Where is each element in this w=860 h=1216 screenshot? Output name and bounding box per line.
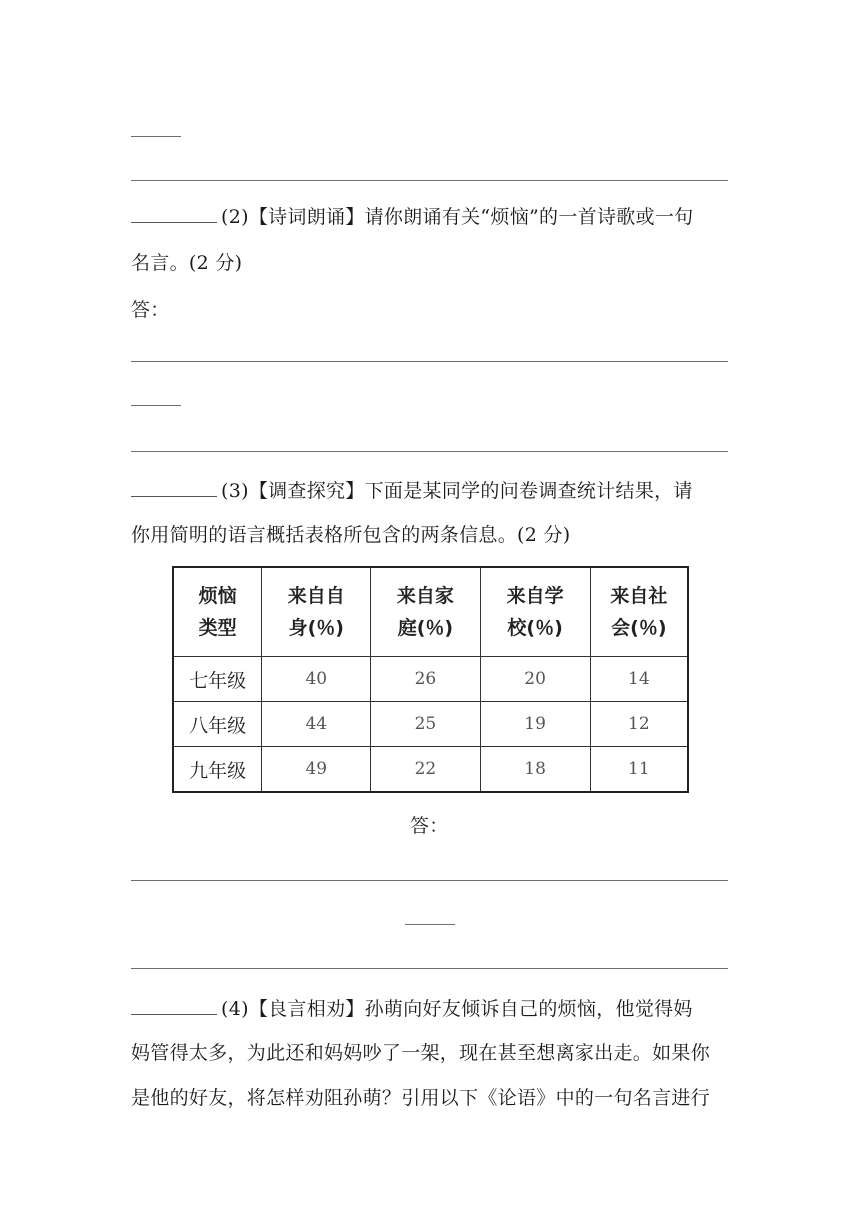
- header-cell: 烦恼 类型: [173, 567, 262, 657]
- table-row: [173, 657, 688, 702]
- value-cell: 49: [262, 747, 371, 793]
- answer-line: [131, 880, 728, 881]
- value-cell: 40: [262, 657, 371, 702]
- q2-line-2: 名言。(2 分): [131, 252, 243, 274]
- q4-line-1: (4)【良言相劝】孙萌向好友倾诉自己的烦恼，他觉得妈: [131, 996, 693, 1021]
- table-row: [173, 702, 688, 747]
- value-cell: 44: [262, 702, 371, 747]
- value-cell: 20: [480, 657, 590, 702]
- value-cell: 18: [480, 747, 590, 793]
- q3-line-2: 你用简明的语言概括表格所包含的两条信息。(2 分): [131, 524, 571, 546]
- header-cell: 来自社 会(％): [590, 567, 688, 657]
- answer-line-short: [131, 405, 181, 406]
- score-blank[interactable]: [131, 204, 217, 223]
- q2-answer-label: 答：: [131, 299, 170, 321]
- header-cell: 来自学 校(％): [480, 567, 590, 657]
- grade-cell: 七年级: [173, 657, 262, 702]
- value-cell: 11: [590, 747, 688, 793]
- survey-table: [172, 566, 689, 793]
- value-cell: 25: [371, 702, 480, 747]
- q3-answer-label: 答：: [410, 815, 449, 837]
- answer-line: [131, 451, 728, 452]
- q4-line-2: 妈管得太多，为此还和妈妈吵了一架，现在甚至想离家出走。如果你: [131, 1042, 711, 1064]
- score-blank[interactable]: [131, 996, 217, 1015]
- answer-line-short: [131, 136, 181, 137]
- answer-line: [131, 968, 728, 969]
- grade-cell: 八年级: [173, 702, 262, 747]
- value-cell: 14: [590, 657, 688, 702]
- table-row: [173, 747, 688, 793]
- q2-line-1: (2)【诗词朗诵】请你朗诵有关“烦恼”的一首诗歌或一句: [131, 204, 693, 229]
- value-cell: 12: [590, 702, 688, 747]
- value-cell: 26: [371, 657, 480, 702]
- header-cell: 来自自 身(％): [262, 567, 371, 657]
- header-cell: 来自家 庭(％): [371, 567, 480, 657]
- table-header-row: [173, 567, 688, 657]
- answer-line-short: [405, 924, 455, 925]
- grade-cell: 九年级: [173, 747, 262, 793]
- score-blank[interactable]: [131, 478, 217, 497]
- value-cell: 22: [371, 747, 480, 793]
- answer-line: [131, 361, 728, 362]
- answer-line: [131, 180, 728, 181]
- value-cell: 19: [480, 702, 590, 747]
- q3-line-1: (3)【调查探究】下面是某同学的问卷调查统计结果，请: [131, 478, 693, 503]
- q4-line-3: 是他的好友，将怎样劝阻孙萌？引用以下《论语》中的一句名言进行: [131, 1087, 711, 1109]
